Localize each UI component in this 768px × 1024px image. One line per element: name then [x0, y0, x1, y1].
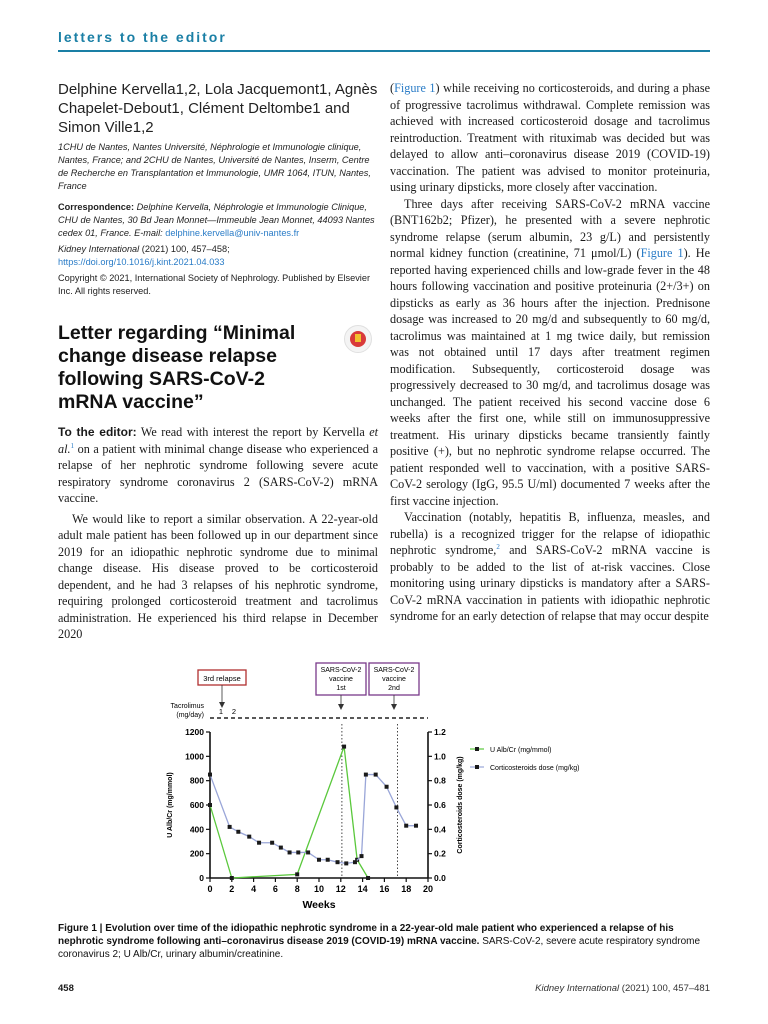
- legend-ualb-marker: [475, 747, 479, 751]
- x-tick-label-3: 6: [272, 884, 278, 894]
- affiliations: 1CHU de Nantes, Nantes Université, Néphrologie et Immunologie clinique, Nantes, France; and 2CHU de Nantes, Université de Nantes, Inserm, Centre de Recherche en Transplantation et Immunologie, UMR 1064, ITUN, Nantes, France: [58, 142, 371, 191]
- y-right-tick-label-2: 0.4: [434, 824, 446, 835]
- y-left-tick-label-6: 1200: [185, 727, 204, 737]
- tacrolimus-value-1: 2: [231, 707, 237, 716]
- vaccine-1-label-line1: SARS-CoV-2: [320, 667, 362, 674]
- x-tick-label-8: 16: [379, 884, 390, 894]
- series-1-point-17: [374, 773, 378, 777]
- relapse-label: 3rd relapse: [203, 674, 241, 683]
- series-0-point-1: [230, 876, 234, 880]
- series-1-point-1: [228, 825, 232, 829]
- vaccine-2-arrowhead: [391, 704, 397, 710]
- header-rule: [58, 50, 710, 52]
- ref-1-link[interactable]: 1: [70, 441, 75, 450]
- x-tick-label-1: 2: [229, 884, 235, 894]
- x-tick-label-6: 12: [335, 884, 346, 894]
- series-1-point-12: [336, 860, 340, 864]
- copyright: Copyright © 2021, International Society of Nephrology. Published by Elsevier Inc. All rights reserved.: [58, 273, 371, 296]
- footer-journal-name: Kidney International: [535, 983, 620, 994]
- x-tick-label-2: 4: [251, 884, 257, 894]
- citation-journal: Kidney International: [58, 244, 140, 254]
- series-1-point-7: [288, 850, 292, 854]
- series-0-point-0: [208, 803, 212, 807]
- continued-text: ) while receiving no corticosteroids, and during a phase of progressive tacrolimus withdrawal. Complete remission was achieved with increased corticosteroid dosage and tacrolimus reintroduction. Treatment with rituximab was decided but was delayed to allow anti–coronavirus disease 2019 (COVID-19) vaccination. The patient was advised to monitor proteinuria, using urinary dipsticks, more closely after vaccination.: [390, 81, 710, 194]
- series-1-point-5: [270, 841, 274, 845]
- correspondence-label: Correspondence:: [58, 202, 135, 212]
- page-number: 458: [58, 983, 74, 994]
- paragraph-case: We would like to report a similar observation. A 22-year-old adult male patient has been followed up in our department since 2019 for an idiopathic nephrotic syndrome due to minimal change disease. His disease proved to be corticosteroid dependent, and he had 3 relapses of his nephrotic syndrome, requiring prolonged corticosteroid treatment and tacrolimus administration. He experienced his third relapse in December 2020: [58, 511, 378, 641]
- citation-volume: (2021) 100, 457–458;: [141, 244, 230, 254]
- series-1-point-18: [385, 785, 389, 789]
- series-1-point-16: [364, 773, 368, 777]
- y-right-tick-label-6: 1.2: [434, 727, 446, 737]
- left-column: [58, 80, 378, 643]
- vaccination-text-a: Vaccination (notably, hepatitis B, influenza, measles, and rubella) is a recognized trigger for the relapse of idiopathic nephrotic syndrome,: [390, 510, 710, 557]
- footer-citation: [535, 983, 710, 994]
- vaccine-1-arrowhead: [338, 704, 344, 710]
- legend-ualb-label: U Alb/Cr (mg/mmol): [490, 747, 552, 754]
- series-1-point-2: [236, 830, 240, 834]
- series-0-point-3: [342, 745, 346, 749]
- caption-rest: SARS-CoV-2, severe acute respiratory syndrome coronavirus 2; U Alb/Cr, urinary albumin/creatinine.: [58, 936, 701, 960]
- article-title: Letter regarding “Minimal change disease relapse following SARS-CoV-2 mRNA vaccine”: [58, 322, 296, 413]
- correspondence: [58, 201, 378, 240]
- tacrolimus-label: Tacrolimus: [170, 703, 204, 710]
- crossmark-icon[interactable]: [344, 325, 372, 353]
- series-1-point-8: [296, 850, 300, 854]
- series-1-point-14: [353, 860, 357, 864]
- figure-1-link-2[interactable]: Figure 1: [640, 246, 684, 260]
- vaccination-text-b: and SARS-CoV-2 mRNA vaccine is probably to be added to the list of at-risk vaccines. Close monitoring using urinary dipsticks is mandatory after a SARS-CoV-2 mRNA vaccination in patients with idiopathic nephrotic syndrome for an early detection of relapse that may occur despite: [390, 543, 711, 623]
- y-axis-right-label: Corticosteroids dose (mg/kg): [457, 756, 464, 854]
- y-right-tick-label-5: 1.0: [434, 751, 446, 762]
- legend-cs-marker: [475, 765, 479, 769]
- series-1-point-15: [360, 854, 364, 858]
- series-1-point-0: [208, 773, 212, 777]
- paragraph-intro: [58, 424, 378, 507]
- y-left-tick-label-4: 800: [189, 775, 204, 786]
- series-1-point-4: [257, 841, 261, 845]
- legend-cs-label: Corticosteroids dose (mg/kg): [490, 765, 580, 772]
- figure-caption: [58, 922, 710, 961]
- vaccine-1-label-line2: vaccine: [329, 676, 353, 683]
- paragraph-continued: (Figure 1) while receiving no corticosteroids, and during a phase of progressive tacrolimus withdrawal. Complete remission was achieved with increased corticosteroid dosage and tacrolimus reintroduction. Treatment with rituximab was decided but was delayed to allow anti–coronavirus disease 2019 (COVID-19) vaccination. The patient was advised to monitor proteinuria, using urinary dipsticks, more closely after vaccination.: [390, 81, 710, 194]
- paragraph-vaccination: [390, 509, 710, 625]
- x-tick-label-7: 14: [357, 884, 368, 894]
- y-left-tick-label-0: 0: [199, 873, 204, 883]
- series-0-line: [210, 747, 368, 878]
- tacrolimus-unit: (mg/day): [176, 712, 204, 719]
- y-left-tick-label-3: 600: [189, 800, 204, 810]
- series-1-point-13: [344, 861, 348, 865]
- et-al: et al.: [58, 425, 378, 456]
- series-1-point-21: [414, 824, 418, 828]
- x-tick-label-0: 0: [207, 884, 213, 894]
- series-1-point-10: [317, 858, 321, 862]
- author-list: Delphine Kervella1,2, Lola Jacquemont1, Agnès Chapelet-Debout1, Clément Deltombe1 and Simon Ville1,2: [58, 81, 378, 136]
- section-label: letters to the editor: [58, 29, 227, 45]
- to-editor-label: To the editor:: [58, 425, 137, 439]
- intro-text-b: on a patient with minimal change disease who experienced a relapse of her nephrotic syndrome following severe acute respiratory syndrome coronavirus 2 (SARS-CoV-2) mRNA vaccine.: [58, 441, 378, 505]
- ref-2-link[interactable]: 2: [496, 542, 500, 551]
- x-tick-label-9: 18: [401, 884, 412, 894]
- right-column: [390, 80, 710, 625]
- series-1-point-3: [247, 835, 251, 839]
- vaccine-2-label-line2: vaccine: [382, 676, 406, 683]
- x-tick-label-4: 8: [294, 884, 300, 894]
- y-right-tick-label-3: 0.6: [434, 800, 446, 810]
- y-right-tick-label-1: 0.2: [434, 848, 446, 859]
- series-1-point-9: [306, 850, 310, 854]
- vaccine-text-b: ). He reported having experienced chills and low-grade fever in the 48 hours following vaccination and positive proteinuria (2+/3+) on dipsticks as early as 36 hours after the injection. Prednisone dosage was increased to 20 mg/d and subsequently to 60 mg/d, tacrolimus was maintained at 1 mg twice daily, but remission was not obtained until 17 days after treatment regimen modification. Subsequently, corticosteroid dosage was progressively decreased to 30 mg/d, and tacrolimus dosage was unchanged. The patient received his second vaccine dose 6 weeks after the first one, while still on immunosuppressive treatment. His urinary dipsticks became transiently faintly positive (+), but no nephrotic syndrome relapse occurred. The patient responded well to vaccination, with a positive SARS-CoV-2 serology (IgG, 95.5 U/ml) documented 7 weeks after the first vaccine injection.: [390, 246, 710, 508]
- series-0-point-2: [295, 872, 299, 876]
- vaccine-text-a: Three days after receiving SARS-CoV-2 mRNA vaccine (BNT162b2; Pfizer), he presented with a severe nephrotic syndrome relapse (serum albumin, 23 g/L) and persistently normal kidney function (creatinine, 71 μmol/L) (: [390, 196, 710, 260]
- series-0-point-5: [366, 876, 370, 880]
- caption-bold: Figure 1 | Evolution over time of the idiopathic nephrotic syndrome in a 22-year-old male patient who experienced a relapse of his nephrotic syndrome following anti–coronavirus disease 2019 (COVID-19) mRNA vaccine.: [58, 923, 674, 947]
- footer-ref: (2021) 100, 457–481: [621, 983, 710, 994]
- y-right-tick-label-4: 0.8: [434, 775, 446, 786]
- vaccine-1-label-line3: 1st: [336, 685, 346, 692]
- citation: [58, 243, 378, 269]
- series-1-point-19: [394, 805, 398, 809]
- x-tick-label-10: 20: [422, 884, 434, 894]
- tacrolimus-value-0: 1: [218, 707, 223, 716]
- intro-text-a: We read with interest the report by Kervella: [140, 425, 365, 439]
- doi-link[interactable]: https://doi.org/10.1016/j.kint.2021.04.033: [58, 257, 225, 267]
- series-1-point-20: [404, 824, 408, 828]
- series-1-point-11: [326, 858, 330, 862]
- y-right-tick-label-0: 0.0: [434, 873, 446, 883]
- series-1-point-6: [279, 846, 283, 850]
- y-axis-left-label: U Alb/Cr (mg/mmol): [167, 772, 174, 838]
- y-left-tick-label-5: 1000: [185, 751, 204, 762]
- vaccine-2-label-line1: SARS-CoV-2: [373, 667, 415, 674]
- figure-1-link[interactable]: Figure 1: [394, 81, 436, 95]
- correspondence-text: Delphine Kervella, Néphrologie et Immunologie Clinique, CHU de Nantes, 30 Bd Jean Monnet—Immeuble Jean Monnet, 44093 Nantes cedex 01, France. E-mail:: [58, 202, 375, 238]
- paragraph-vaccine: [390, 196, 710, 510]
- x-tick-label-5: 10: [313, 884, 325, 894]
- figure-1-chart: [158, 662, 618, 922]
- x-axis-label: Weeks: [302, 899, 336, 911]
- y-left-tick-label-1: 200: [189, 848, 204, 859]
- email-link[interactable]: delphine.kervella@univ-nantes.fr: [165, 228, 300, 238]
- vaccine-2-label-line3: 2nd: [388, 685, 400, 692]
- y-left-tick-label-2: 400: [189, 824, 204, 835]
